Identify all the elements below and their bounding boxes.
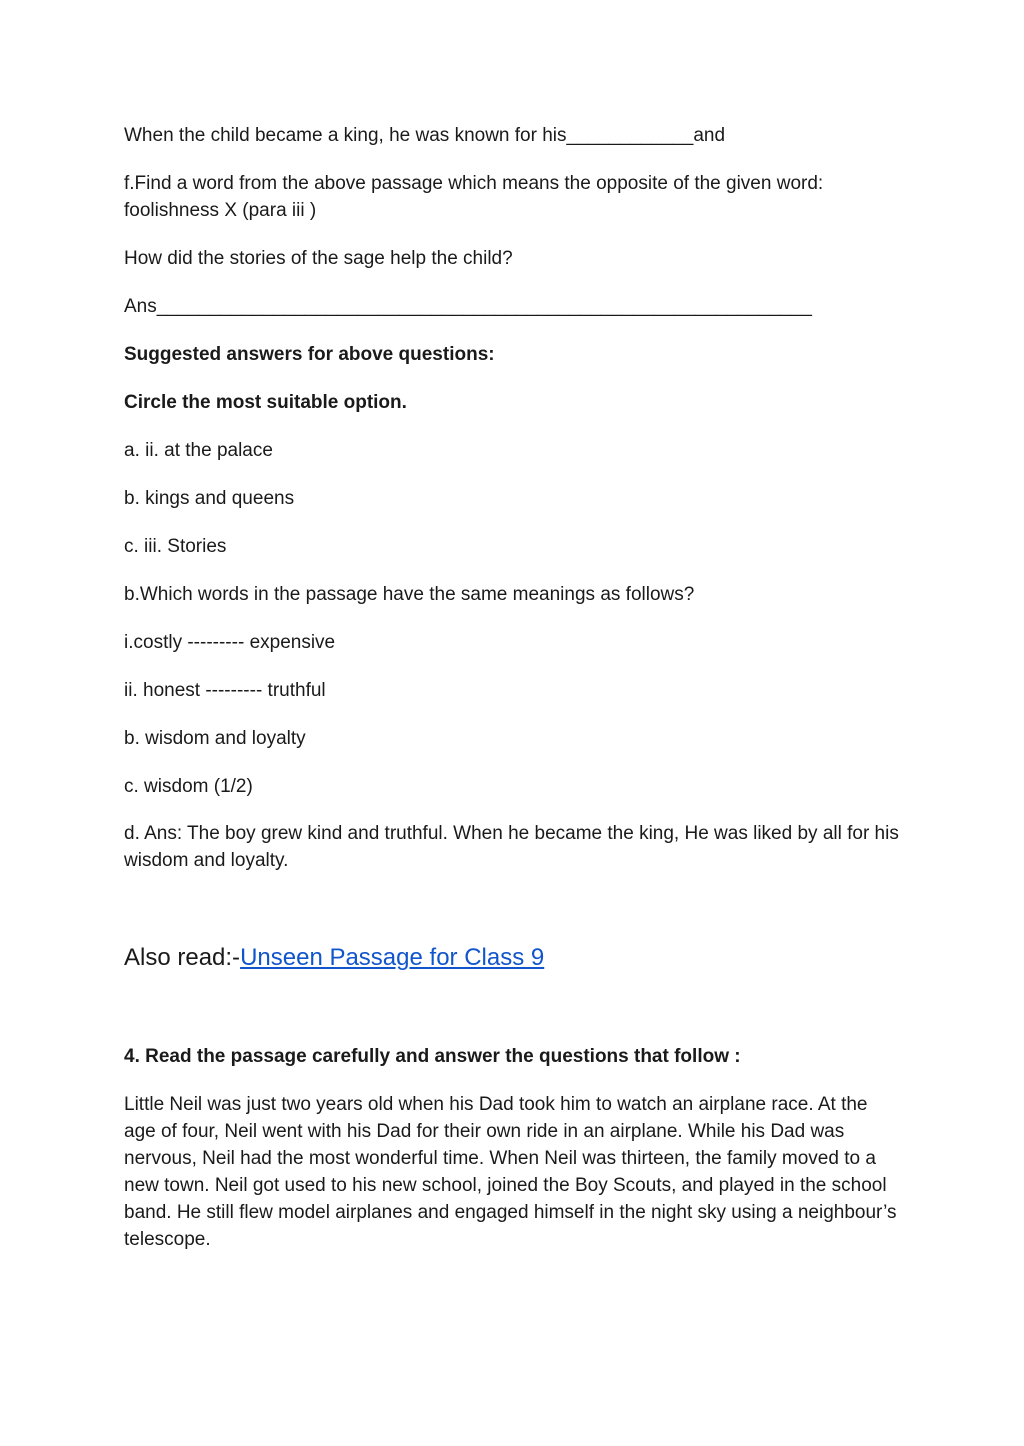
circle-option-heading: Circle the most suitable option. xyxy=(124,392,407,413)
answer-costly: i.costly --------- expensive xyxy=(124,632,336,653)
also-read-prefix: Also read:- xyxy=(124,944,241,971)
passage-4-heading: 4. Read the passage carefully and answer the questions that follow : xyxy=(124,1046,741,1067)
question-stories-help: How did the stories of the sage help the child? xyxy=(124,248,513,269)
question-which-words: b.Which words in the passage have the same meanings as follows? xyxy=(124,584,695,605)
also-read xyxy=(124,943,904,973)
answer-b: b. kings and queens xyxy=(124,488,295,509)
answer-wisdom-loyalty: b. wisdom and loyalty xyxy=(124,728,306,749)
answer-honest: ii. honest --------- truthful xyxy=(124,680,326,701)
answer-c: c. iii. Stories xyxy=(124,536,227,557)
suggested-answers-heading: Suggested answers for above questions: xyxy=(124,344,495,365)
answer-d: d. Ans: The boy grew kind and truthful. When he became the king, He was liked by all for his wisdom and loyalty. xyxy=(124,823,899,871)
answer-line: Ans______________________________________________________________ xyxy=(124,296,812,317)
passage-4-text: Little Neil was just two years old when his Dad took him to watch an airplane race. At the age of four, Neil went with his Dad for their own ride in an airplane. While his Dad was nervous, Neil had the most wonderful time. When Neil was thirteen, the family moved to a new town. Neil got used to his new school, joined the Boy Scouts, and played in the school band. He still flew model airplanes and engaged himself in the night sky using a neighbour’s telescope. xyxy=(124,1094,897,1250)
unseen-passage-link[interactable]: Unseen Passage for Class 9 xyxy=(240,944,545,971)
question-child-king: When the child became a king, he was known for his____________and xyxy=(124,125,726,146)
question-f-find-word: f.Find a word from the above passage which means the opposite of the given word: foolishness X (para iii ) xyxy=(124,173,824,221)
answer-wisdom-half: c. wisdom (1/2) xyxy=(124,776,253,797)
answer-a: a. ii. at the palace xyxy=(124,440,273,461)
